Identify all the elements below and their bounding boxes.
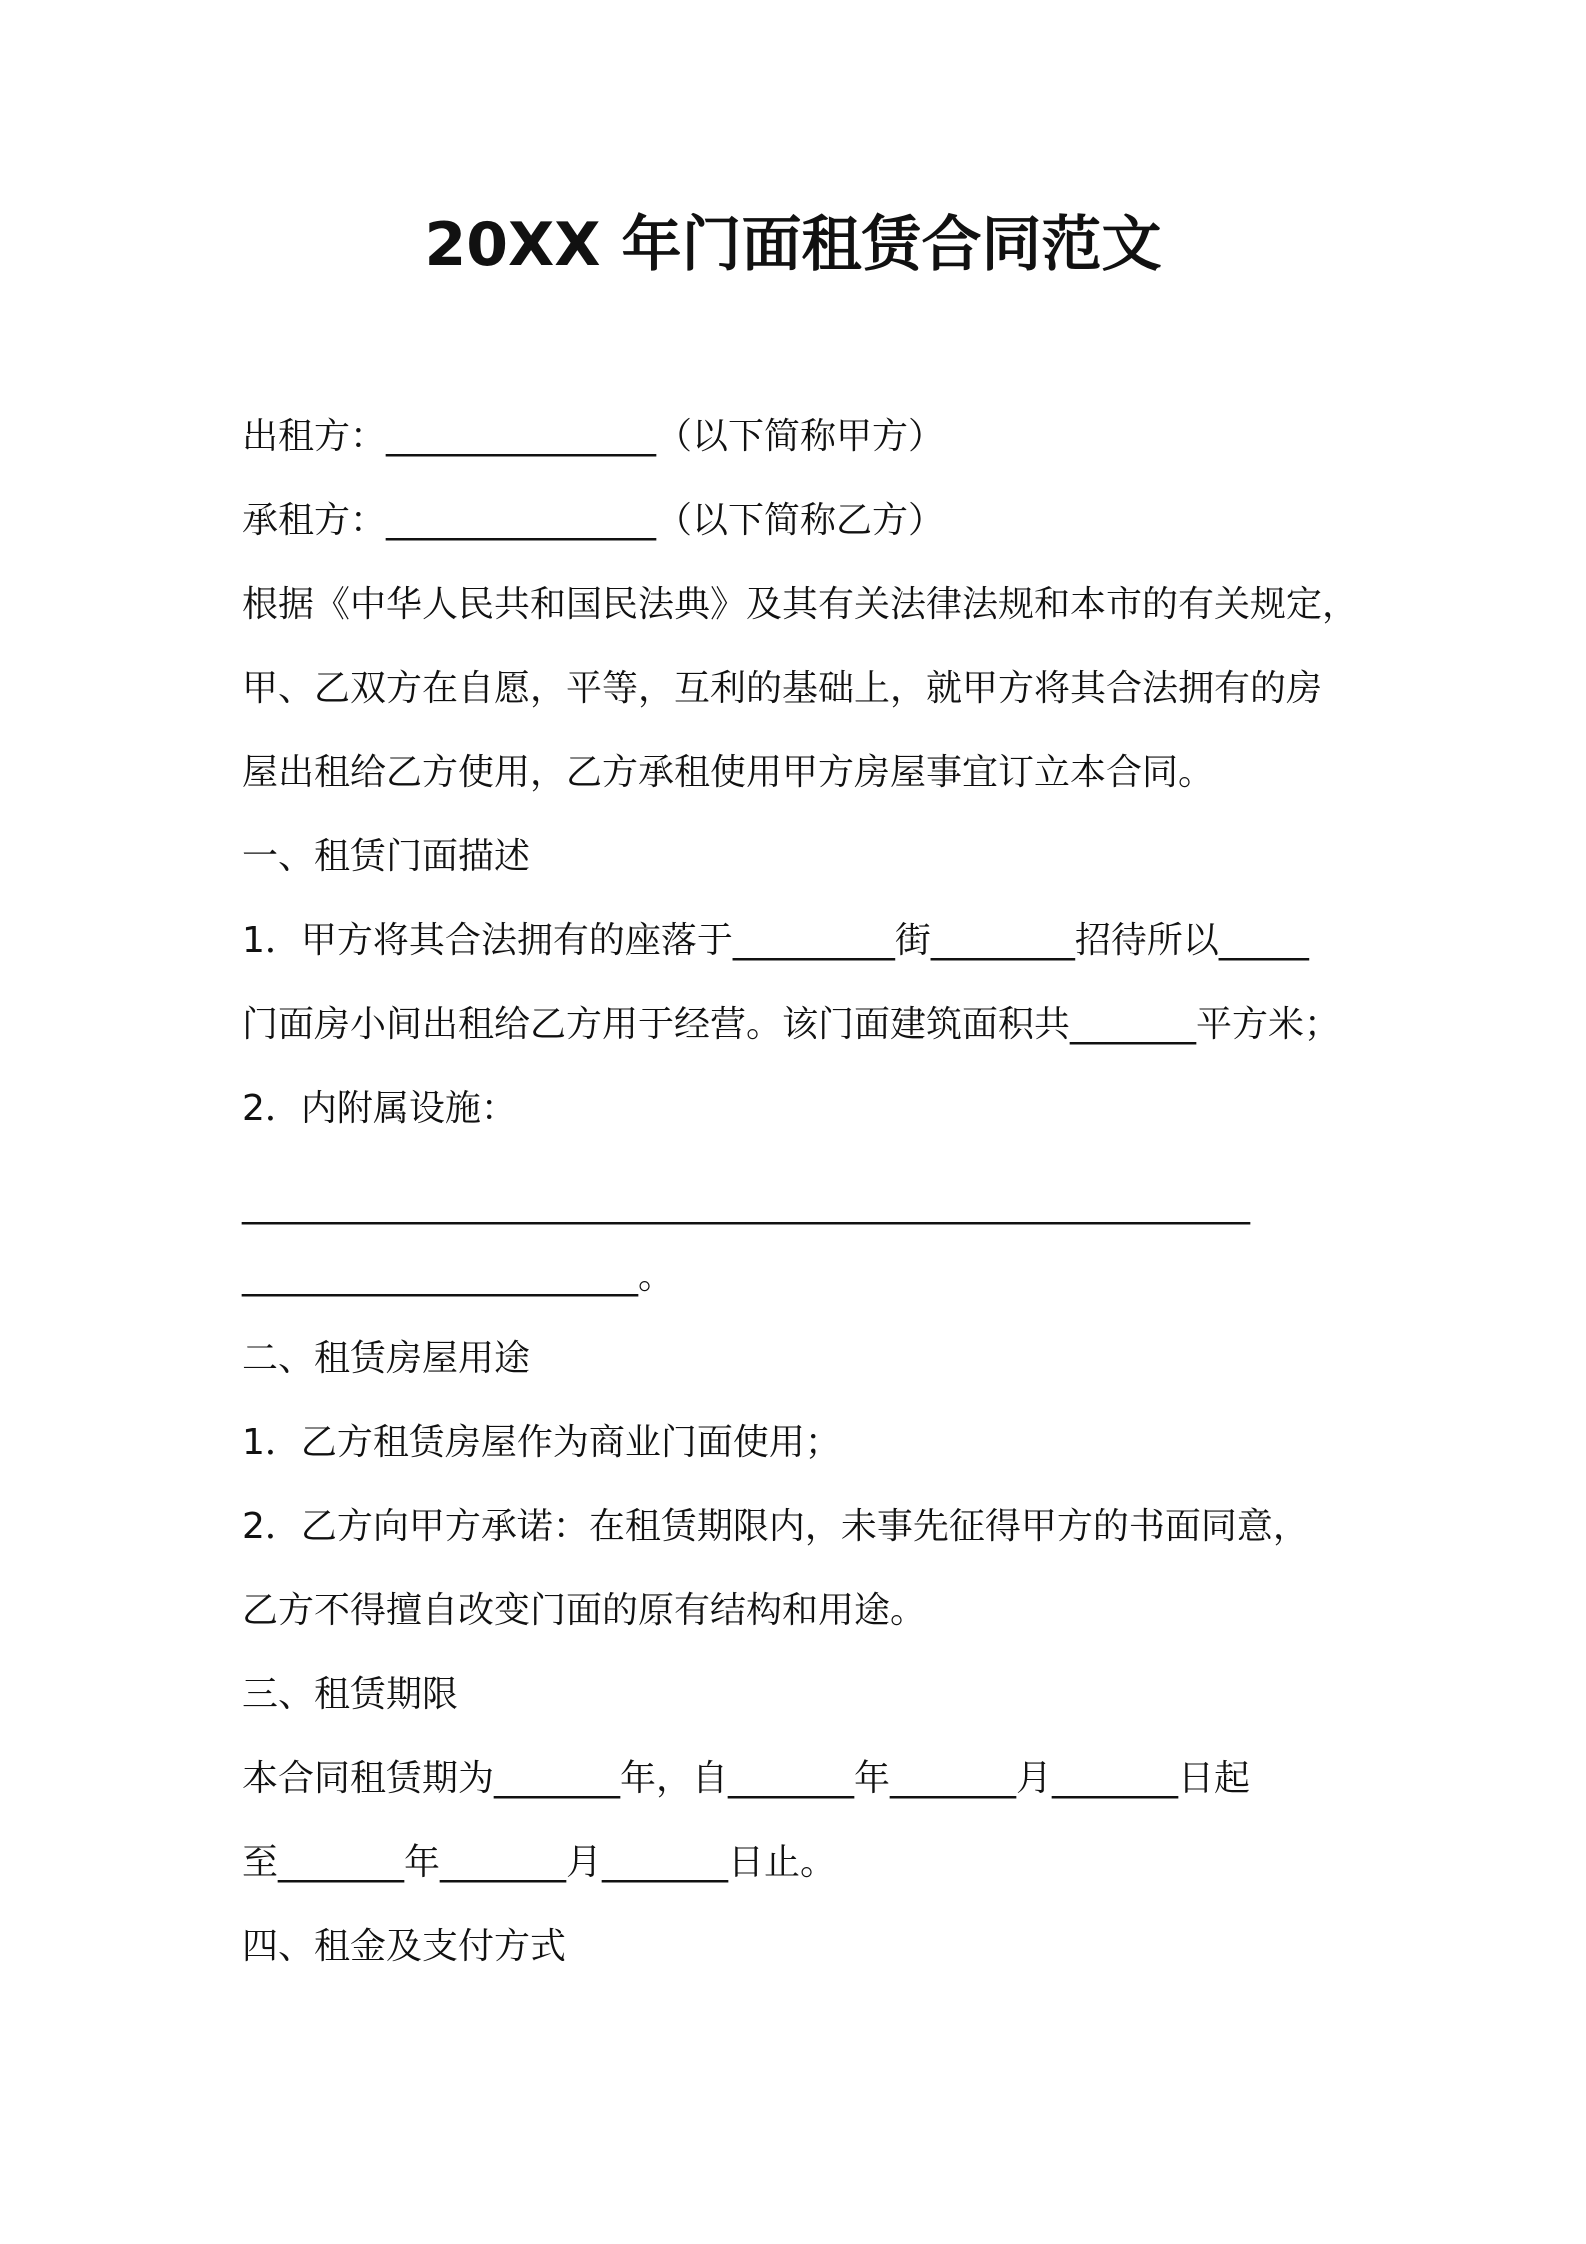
paragraph-line: 乙方不得擅自改变门面的原有结构和用途。 (242, 1590, 927, 1631)
paragraph-line: 根据《中华人民共和国民法典》及其有关法律法规和本市的有关规定， (242, 584, 1359, 625)
paragraph-line: 屋出租给乙方使用，乙方承租使用甲方房屋事宜订立本合同。 (242, 752, 1215, 793)
paragraph-line: 2．乙方向甲方承诺：在租赁期限内，未事先征得甲方的书面同意， (242, 1506, 1309, 1547)
document-title: 20XX 年门面租赁合同范文 (424, 210, 1162, 280)
paragraph-line: 本合同租赁期为_______年，自_______年_______月_______日起 (242, 1758, 1251, 1799)
lessor-line: 出租方：_______________（以下简称甲方） (242, 416, 945, 457)
paragraph-line: 1．甲方将其合法拥有的座落于_________街________招待所以_____ (242, 920, 1309, 961)
blank-line: ______________________。 (242, 1256, 674, 1297)
paragraph-line: 甲、乙双方在自愿，平等，互利的基础上，就甲方将其合法拥有的房 (242, 668, 1323, 709)
section-heading: 一、租赁门面描述 (242, 836, 531, 877)
blank-line: ________________________________________________________ (242, 1184, 1250, 1225)
paragraph-line: 门面房小间出租给乙方用于经营。该门面建筑面积共_______平方米； (242, 1004, 1341, 1045)
section-heading: 四、租金及支付方式 (242, 1926, 567, 1967)
lessee-line: 承租方：_______________（以下简称乙方） (242, 500, 945, 541)
paragraph-line: 2．内附属设施： (242, 1088, 517, 1129)
paragraph-line: 至_______年_______月_______日止。 (242, 1842, 837, 1883)
paragraph-line: 1．乙方租赁房屋作为商业门面使用； (242, 1422, 841, 1463)
section-heading: 二、租赁房屋用途 (242, 1338, 531, 1379)
section-heading: 三、租赁期限 (242, 1674, 459, 1715)
